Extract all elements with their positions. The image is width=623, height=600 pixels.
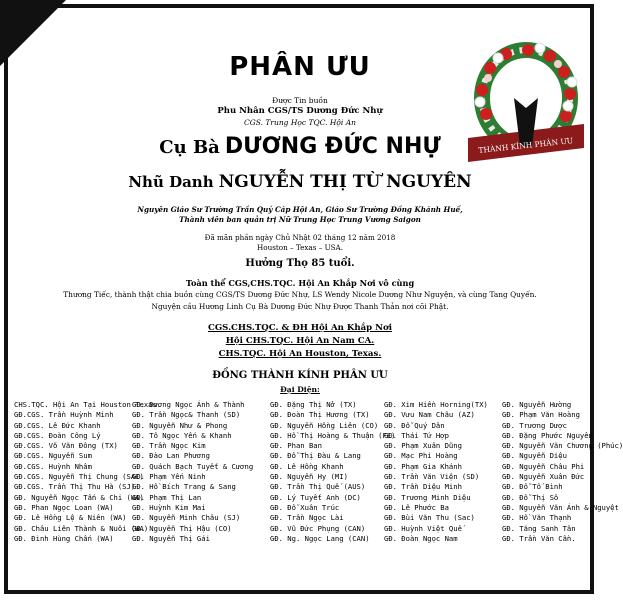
list-item: GĐ. Nguyễn Châu Phi [502,461,585,471]
list-item: GĐ. Phan Ngọc Loan (WA) [14,502,114,512]
bio-line-1: Nguyên Giáo Sư Trường Trần Quý Cáp Hội An, Giáo Sư Trường Đồng Khánh Huế, [137,205,463,214]
list-item: GĐ. Hồ Văn Thạnh [502,513,572,523]
list-item: GĐ. Lý Tuyết Anh (DC) [270,492,361,502]
list-item: GĐ. Phạm Xuân Dũng [384,441,462,451]
list-item: GĐ. Nguyễn Văn Ánh & Nguyệt [502,502,619,512]
list-item: GĐ. Đỗ Thị Đàu & Lang [270,451,361,461]
passed-place: Houston – Texas – USA. [256,243,344,252]
list-item: GĐ. Đỗ Thị Sô [502,492,559,502]
list-item: GĐ. Vưu Nam Châu (AZ) [384,410,475,420]
list-item: GĐ. Tô Ngọc Yến & Khanh [132,430,232,440]
list-item: GĐ. Nguyễn Thị Gái [132,533,210,543]
list-item: GĐ. Đỗ Tố Bình [502,482,563,492]
list-item: GĐ. Tăng Sanh Tân [502,523,576,533]
deceased-heading [0,134,600,159]
list-item: GĐ. Nguyễn Diệu [502,451,567,461]
list-item: GĐ. Bùi Văn Thu (Sac) [384,513,475,523]
list-item: GĐ. Trần Ngọc Lài [270,513,344,523]
list-item: GĐ. Đặng Thị Nở (TX) [270,400,357,409]
list-item: GĐ. Quách Bạch Tuyết & Cương [132,461,254,471]
list-item: GĐ. Phạm Thị Lan [132,492,202,502]
list-item: GĐ. Trần Ngọc& Thanh (SD) [132,410,241,420]
list-item: GĐ. Trần Văn Cần. [502,533,576,543]
condolence-line-2: Thương Tiếc, thành thật chia buồn cùng CGS/TS Dương Đức Nhự, LS Wendy Nicole Dương Như Nguyện, và cùng Tang Quyến. [63,290,537,299]
family-name-list [14,400,623,544]
list-item: GĐ.CGS. Huỳnh Nhâm [14,461,92,471]
list-item: GĐ. Đoàn Thị Hương (TX) [270,410,370,420]
deceased-prefix: Cụ Bà [159,137,220,158]
representatives-label: Đại Diện: [280,385,320,394]
list-item: GĐ.CGS. Đoàn Công Lý [14,430,101,440]
maiden-prefix: Nhũ Danh [128,173,214,191]
list-item: GĐ. Đặng Phước Nguyên [502,430,593,440]
list-item: GĐ. Nguyễn Như & Phong [132,420,228,430]
list-item: GĐ. Nguyễn Minh Châu (SJ) [132,513,241,523]
condolence-line-1: Toàn thể CGS,CHS.TQC. Hội An Khắp Nơi vô cùng [185,278,415,288]
list-item: GĐ. Đinh Hùng Chấn (WA) [14,533,114,543]
husband-line: Phu Nhân CGS/TS Dương Đức Nhự [217,106,383,116]
maiden-name: NGUYỄN THỊ TỪ NGUYÊN [218,172,472,192]
list-item: GĐ. Phạm Văn Hoàng [502,410,580,420]
list-item: GĐ.CGS. Trần Huỳnh Minh [14,410,114,420]
list-item: GĐ. Phan Ban [270,441,322,451]
list-item: GĐ. Đoàn Ngọc Nam [384,533,458,543]
name-column-5 [502,400,623,544]
wreath-banner-text: THÀNH KÍNH PHÂN ƯU [477,136,574,155]
received-news: Được Tin buồn [272,96,328,105]
list-item: GĐ. Lê Hồng Lệ & Niên (WA) [14,513,127,523]
list-item: GĐ. Nguyễn Hồng Liên (CO) [270,420,379,430]
list-item: GĐ. Châu Liên Thành & Nuôi (WA) [14,523,149,533]
list-item: GĐ. Trần Ngọc Kim [132,441,206,451]
list-item: GĐ. Huỳnh Việt Quế [384,523,462,533]
list-item: GĐ.CGS. Nguyễn Sum [14,451,92,461]
org-line-1: CGS.CHS.TQC. & ĐH Hội An Khắp Nơi [207,323,392,333]
list-item: GĐ. Phạm Yến Ninh [132,472,206,482]
list-item: GĐ. Nguyễn Hy (MI) [270,472,348,482]
list-item: GĐ. Trương Dược [502,420,567,430]
deceased-name: DƯƠNG ĐỨC NHỰ [224,134,441,159]
list-item: GĐ. Vũ Đức Phụng (CAN) [270,523,366,533]
list-item: GĐ. Trần Thị Quế (AUS) [270,482,366,492]
list-item: GĐ. Nguyễn Thị Hậu (CO) [132,523,232,533]
maiden-heading [0,172,600,192]
list-item: GĐ. Đỗ Quý Dân [384,420,445,430]
bio-line-2: Thành viên ban quản trị Nữ Trung Học Trung Vương Saigon [179,215,421,224]
passed-date: Đã mãn phần ngày Chủ Nhật 02 tháng 12 năm 2018 [204,233,396,242]
list-item: GĐ. Đỗ Xuân Trúc [270,502,340,512]
list-item: GĐ.CGS. Nguyễn Thị Chung (SAC) [14,472,144,482]
condolence-line-3: Nguyện cầu Hương Linh Cụ Bà Dương Đức Nhự Được Thanh Thản nơi cõi Phật. [151,302,449,311]
list-item: GĐ.CGS. Trần Thị Thu Hà (SJ) [14,482,136,492]
list-item: GĐ. Lê Phước Ba [384,502,449,512]
page-title: PHÂN ƯU [229,52,371,82]
name-column-2 [132,400,270,544]
list-item: GĐ. Huỳnh Kim Mai [132,502,206,512]
list-item: GĐ. Thái Tứ Hợp [384,430,449,440]
group-title: ĐỒNG THÀNH KÍNH PHÂN ƯU [212,370,388,381]
list-item: GĐ. Nguyễn Ngọc Tấn & Chi (WA) [14,492,144,502]
list-item: GĐ. Mạc Phi Hoàng [384,451,458,461]
name-column-1 [14,400,162,544]
list-item: GĐ. Nguyễn Xuân Đức [502,472,585,482]
list-item: GĐ. Nguyễn Văn Chương (Phúc) [502,441,623,451]
school-line: CGS. Trung Học TQC. Hội An [244,118,356,127]
list-item: GĐ. Trần Diệu Minh [384,482,462,492]
age-line: Hưởng Thọ 85 tuổi. [245,258,355,269]
list-item: GĐ. Đào Lan Phương [132,451,210,461]
list-item: GĐ. Dương Ngọc Ánh & Thành [132,400,245,409]
list-item: GĐ.CGS. Lê Đức Khanh [14,420,101,430]
list-item: GĐ. Ng. Ngọc Lang (CAN) [270,533,370,543]
org-line-3: CHS.TQC. Hội An Houston, Texas. [218,349,382,359]
org-line-2: Hội CHS.TQC. Hội An Nam CA. [225,336,375,346]
name-column-4 [384,400,502,544]
list-item: GĐ. Hồ Thị Hoàng & Thuận (FL) [270,430,396,440]
list-item: GĐ. Phạm Gia Khánh [384,461,462,471]
list-item: CHS.TQC. Hội An Tại Houston Texas. [14,400,162,409]
list-item: GĐ. Trương Minh Diệu [384,492,471,502]
list-item: GĐ. Nguyễn Hường [502,400,572,409]
list-item: GĐ.CGS. Võ Văn Đông (TX) [14,441,118,451]
list-item: GĐ. Lê Hồng Khanh [270,461,344,471]
name-column-3 [270,400,396,544]
list-item: GĐ. Hồ Bích Trang & Sang [132,482,236,492]
list-item: GĐ. Trần Văn Viện (SD) [384,472,480,482]
list-item: GĐ. Xim Hiền Horning(TX) [384,400,488,409]
